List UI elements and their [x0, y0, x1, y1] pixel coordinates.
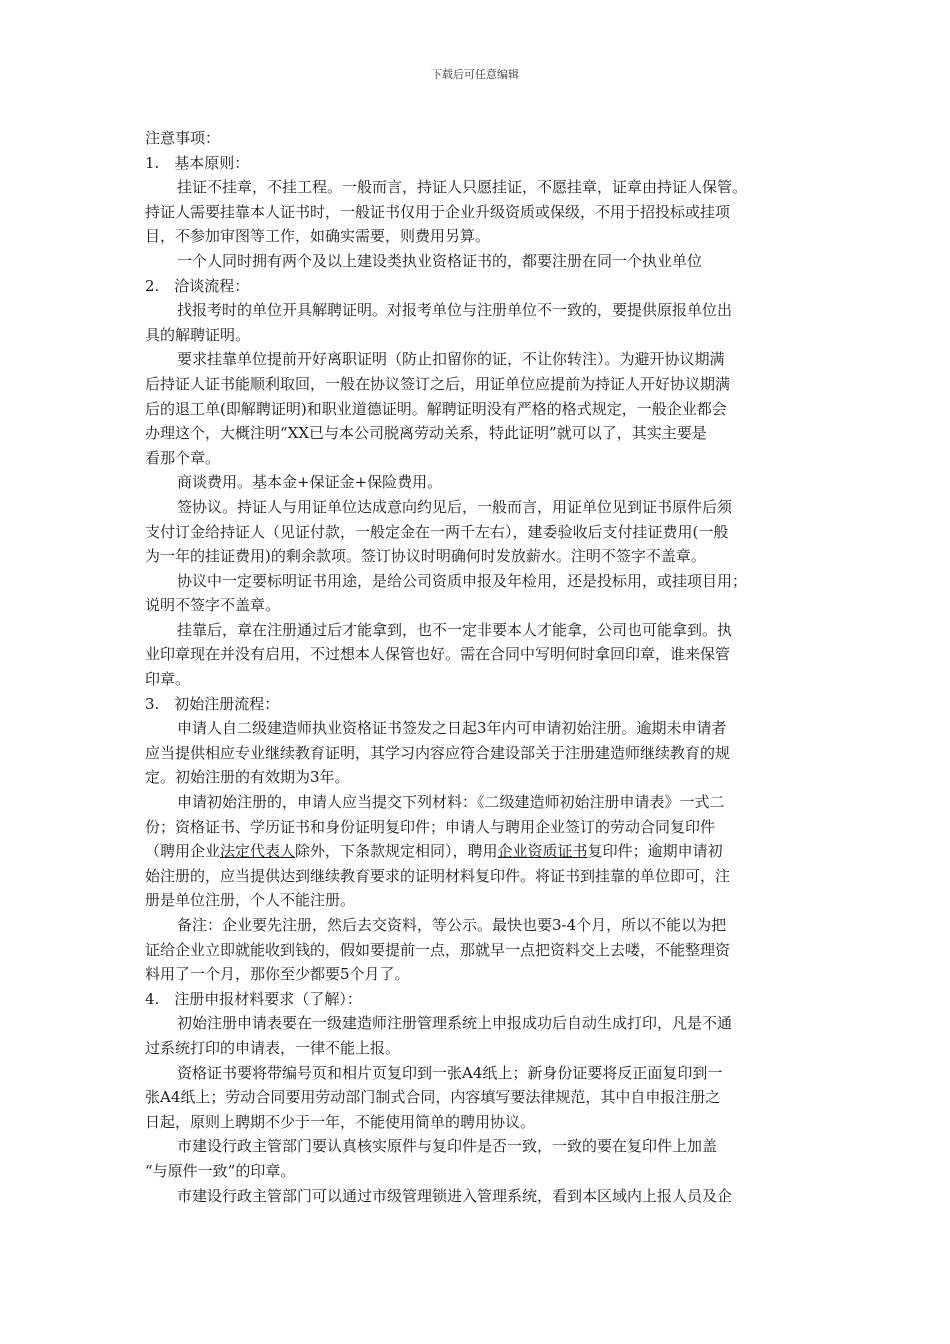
text-line: 后的退工单(即解聘证明)和职业道德证明。解聘证明没有严格的格式规定，一般企业都会 [145, 399, 727, 418]
text-line: 支付订金给持证人（见证付款，一般定金在一两千左右），建委验收后支付挂证费用(一般 [145, 522, 729, 541]
text-line: 份；资格证书、学历证书和身份证明复印件；申请人与聘用企业签订的劳动合同复印件 [145, 817, 716, 836]
text-line: 市建设行政主管部门要认真核实原件与复印件是否一致，一致的要在复印件上加盖 [177, 1137, 718, 1156]
text-line: 办理这个，大概注明“XX已与本公司脱离劳动关系，特此证明”就可以了，其实主要是 [145, 424, 707, 443]
text-line: 看那个章。 [145, 448, 221, 467]
document-body [145, 126, 813, 1208]
text-line: 目，不参加审图等工作，如确实需要，则费用另算。 [145, 227, 491, 246]
text-line: 备注：企业要先注册，然后去交资料，等公示。最快也要3-4个月，所以不能以为把 [177, 916, 727, 934]
text-line: 后持证人证书能顺利取回，一般在协议签订之后，用证单位应提前为持证人开好协议期满 [145, 374, 731, 393]
underlined-term: 法定代表人 [220, 842, 296, 861]
text-line [145, 839, 813, 864]
text-line: “与原件一致”的印章。 [145, 1161, 296, 1180]
text-line: 为一年的挂证费用)的剩余款项。签订协议时明确何时发放薪水。注明不签字不盖章。 [145, 547, 706, 566]
text-line: 4. 注册申报材料要求（了解）： [145, 989, 362, 1008]
text-line: 找报考时的单位开具解聘证明。对报考单位与注册单位不一致的，要提供原报单位出 [177, 301, 733, 320]
text-line: 证给企业立即就能收到钱的，假如要提前一点，那就早一点把资料交上去喽，不能整理资 [145, 940, 731, 959]
text-line: 协议中一定要标明证书用途，是给公司资质申报及年检用，还是投标用，或挂项目用； [177, 571, 748, 590]
text-line: 初始注册申请表要在一级建造师注册管理系统上申报成功后自动生成打印，凡是不通 [177, 1014, 733, 1033]
text-line: 申请初始注册的，申请人应当提交下列材料：《二级建造师初始注册申请表》一式二 [177, 793, 725, 812]
text-line: 挂靠后，章在注册通过后才能拿到，也不一定非要本人才能拿，公司也可能拿到。执 [177, 620, 733, 639]
text-line: 印章。 [145, 670, 191, 689]
text-span: 除外，下条款规定相同），聘用 [295, 842, 498, 861]
text-line: 过系统打印的申请表，一律不能上报。 [145, 1038, 401, 1057]
text-span: （聘用企业 [145, 842, 221, 861]
text-line: 2. 洽谈流程： [145, 276, 250, 295]
text-line: 资格证书要将带编号页和相片页复印到一张A4纸上；新身份证要将反正面复印到一 [177, 1063, 723, 1082]
text-line: 一个人同时拥有两个及以上建设类执业资格证书的，都要注册在同一个执业单位 [177, 251, 703, 270]
text-line: 签协议。持证人与用证单位达成意向约见后，一般而言，用证单位见到证书原件后须 [177, 497, 733, 516]
text-line: 申请人自二级建造师执业资格证书签发之日起3年内可申请初始注册。逾期未申请者 [177, 719, 727, 738]
underlined-term: 企业资质证书 [497, 842, 588, 861]
text-line: 3. 初始注册流程： [145, 694, 280, 713]
text-line: 料用了一个月，那你至少都要5个月了。 [145, 965, 410, 984]
page-header: 下载后可任意编辑 [431, 68, 519, 81]
text-line: 商谈费用。基本金+保证金+保险费用。 [177, 473, 443, 492]
text-line: 1. 基本原则： [145, 153, 250, 172]
text-line: 始注册的，应当提供达到继续教育要求的证明材料复印件。将证书到挂靠的单位即可，注 [145, 866, 731, 885]
text-line: 注意事项： [145, 129, 221, 147]
text-line: 张A4纸上；劳动合同要用劳动部门制式合同，内容填写要法律规范，其中自申报注册之 [145, 1088, 721, 1107]
text-line: 日起，原则上聘期不少于一年，不能使用简单的聘用协议。 [145, 1112, 536, 1131]
text-line: 应当提供相应专业继续教育证明，其学习内容应符合建设部关于注册建造师继续教育的规 [145, 743, 731, 762]
text-line: 定。初始注册的有效期为3年。 [145, 768, 350, 787]
text-line: 市建设行政主管部门可以通过市级管理锁进入管理系统，看到本区域内上报人员及企 [177, 1186, 733, 1205]
text-line: 具的解聘证明。 [145, 325, 251, 344]
text-line: 挂证不挂章，不挂工程。一般而言，持证人只愿挂证，不愿挂章，证章由持证人保管。 [177, 178, 748, 197]
text-line: 要求挂靠单位提前开好离职证明（防止扣留你的证，不让你转注）。为避开协议期满 [177, 350, 725, 369]
text-line: 说明不签字不盖章。 [145, 596, 281, 615]
text-line: 册是单位注册，个人不能注册。 [145, 891, 356, 910]
text-span: 复印件；逾期申请初 [587, 842, 723, 861]
text-line: 业印章现在并没有启用，不过想本人保管也好。需在合同中写明何时拿回印章，谁来保管 [145, 645, 731, 664]
text-line: 持证人需要挂靠本人证书时，一般证书仅用于企业升级资质或保级，不用于招投标或挂项 [145, 202, 731, 221]
